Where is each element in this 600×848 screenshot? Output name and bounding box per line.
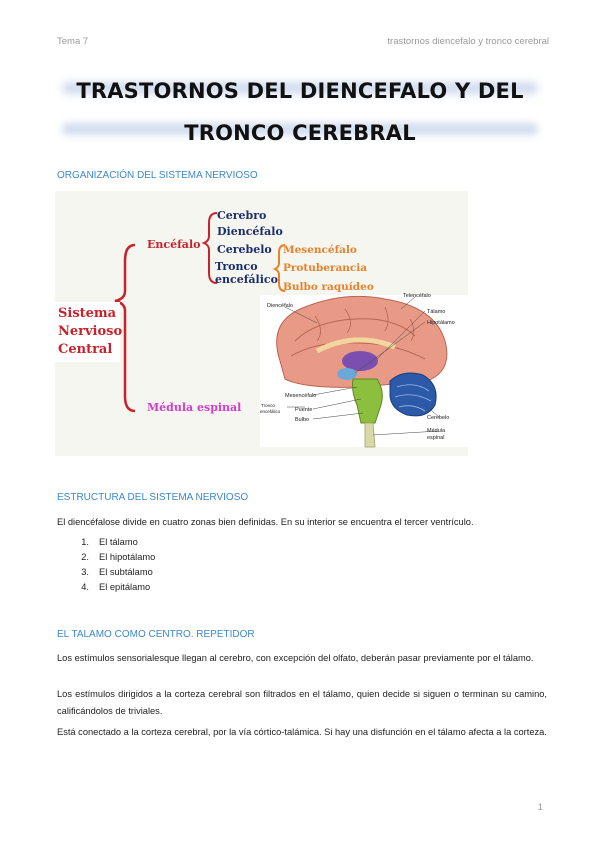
brain-label-cerebelo: Cerebelo [427, 415, 450, 421]
list-item: 4. El epitálamo [81, 582, 151, 592]
estructura-paragraph: El diencéfalose divide en cuatro zonas bien definidas. En su interior se encuentra el tercer ventrículo. [57, 517, 474, 527]
tronco-protuberancia: Protuberancia [283, 262, 368, 274]
header-right: trastornos diencefalo y tronco cerebral [387, 36, 549, 47]
nervous-system-diagram [55, 191, 468, 456]
nervous-system-figure [55, 191, 468, 456]
talamo-paragraph-1: Los estímulos sensorialesque llegan al cerebro, con excepción del olfato, deberán pasar previamente por el tálamo. [57, 653, 534, 663]
title-line-2: TRONCO CEREBRAL [184, 121, 416, 145]
brain-label-encefalico: encefálico [260, 409, 281, 414]
brain-label-hipotalamo: Hipotálamo [427, 320, 455, 326]
page-number: 1 [537, 802, 543, 813]
list-item: 3. El subtálamo [81, 567, 153, 577]
part-tronco: Tronco [215, 260, 258, 273]
encefalo-label: Encéfalo [147, 238, 201, 251]
talamo-paragraph-3: Está conectado a la corteza cerebral, por la vía córtico-talámica. Si hay una disfunción en el tálamo afecta a la corteza. [57, 727, 547, 737]
brain-label-bulbo: Bulbo [295, 417, 310, 423]
list-item: 2. El hipotálamo [81, 552, 156, 562]
header-left: Tema 7 [57, 36, 89, 47]
brain-label-medula-1: Médula [427, 428, 446, 434]
brain-label-puente: Puente [295, 407, 313, 413]
brain-label-tronco: Tronco [261, 403, 275, 408]
root-label-3: Central [58, 342, 113, 357]
brain-label-talamo: Tálamo [427, 309, 446, 315]
brain-label-diencefalo: Diencéfalo [267, 303, 293, 309]
diencefalo-zones-list [57, 535, 155, 595]
part-encefalico: encefálico [215, 273, 278, 286]
section-heading-organizacion: ORGANIZACIÓN DEL SISTEMA NERVIOSO [57, 170, 258, 181]
root-label-2: Nervioso [58, 324, 123, 339]
brain-label-mesencefalo: Mesencéfalo [285, 393, 317, 399]
title-line-1: TRASTORNOS DEL DIENCEFALO Y DEL [76, 79, 524, 103]
part-diencefalo: Diencéfalo [217, 225, 283, 238]
talamo-paragraph-2: Los estímulos dirigidos a la corteza cerebral son filtrados en el tálamo, quien decide si siguen o terminan su camino, calificándolos de triviales. [57, 689, 547, 716]
root-label-1: Sistema [58, 306, 117, 321]
section-heading-estructura: ESTRUCTURA DEL SISTEMA NERVIOSO [57, 492, 249, 503]
medula-label: Médula espinal [147, 401, 242, 414]
brain-label-medula-2: espinal [427, 435, 445, 441]
tronco-bulbo: Bulbo raquídeo [283, 281, 374, 293]
section-heading-talamo: EL TALAMO COMO CENTRO. REPETIDOR [57, 629, 255, 640]
part-cerebelo: Cerebelo [217, 243, 272, 256]
brain-illustration [260, 293, 468, 447]
tronco-mesencefalo: Mesencéfalo [283, 244, 357, 256]
brain-label-telencefalo: Telencéfalo [403, 293, 431, 299]
page-title [0, 70, 600, 154]
list-item: 1. El tálamo [81, 537, 138, 547]
part-cerebro: Cerebro [217, 209, 267, 222]
